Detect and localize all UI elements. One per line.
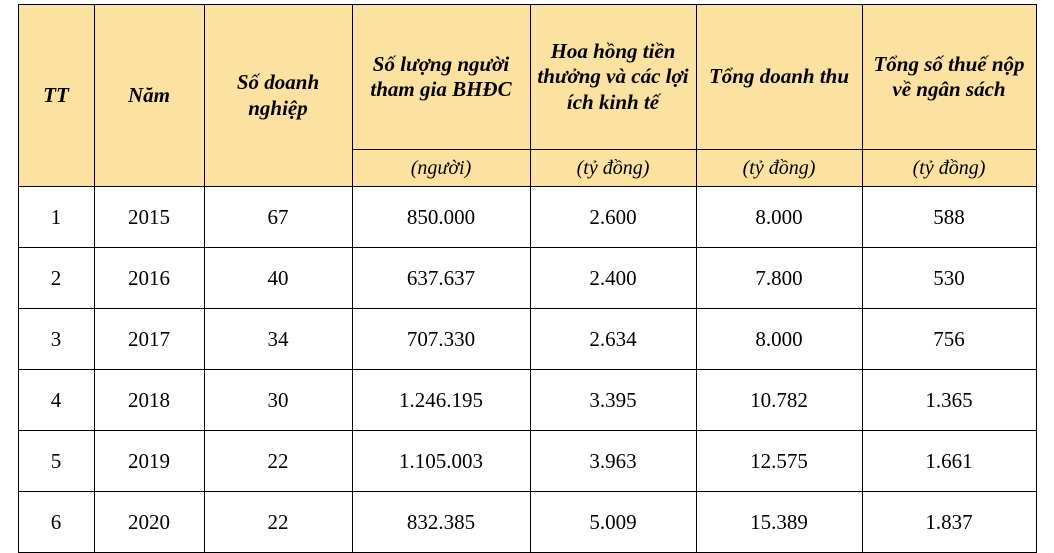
cell-tt: 1 [18, 187, 94, 248]
cell-so-luong-nguoi: 832.385 [352, 492, 530, 553]
cell-hoa-hong: 2.400 [530, 248, 696, 309]
cell-tt: 6 [18, 492, 94, 553]
cell-tong-thue: 1.661 [862, 431, 1036, 492]
table-header-row-labels [18, 5, 1036, 150]
cell-so-doanh-nghiep: 67 [204, 187, 352, 248]
column-header-so-luong-nguoi: Số lượng người tham gia BHĐC [352, 5, 530, 150]
column-header-so-doanh-nghiep: Số doanh nghiệp [204, 5, 352, 187]
table-row [18, 187, 1036, 248]
cell-nam: 2020 [94, 492, 204, 553]
cell-so-doanh-nghiep: 30 [204, 370, 352, 431]
statistics-table [18, 4, 1037, 553]
cell-tt: 2 [18, 248, 94, 309]
cell-so-doanh-nghiep: 34 [204, 309, 352, 370]
cell-tt: 4 [18, 370, 94, 431]
cell-nam: 2015 [94, 187, 204, 248]
cell-tong-doanh-thu: 7.800 [696, 248, 862, 309]
table-header [18, 5, 1036, 187]
cell-tong-thue: 756 [862, 309, 1036, 370]
cell-hoa-hong: 2.634 [530, 309, 696, 370]
cell-nam: 2018 [94, 370, 204, 431]
column-header-tt: TT [18, 5, 94, 187]
cell-so-doanh-nghiep: 22 [204, 492, 352, 553]
cell-tong-doanh-thu: 12.575 [696, 431, 862, 492]
cell-tong-doanh-thu: 8.000 [696, 309, 862, 370]
column-unit-hoa-hong: (tỷ đồng) [530, 150, 696, 187]
cell-tong-thue: 1.837 [862, 492, 1036, 553]
cell-hoa-hong: 5.009 [530, 492, 696, 553]
cell-tong-thue: 588 [862, 187, 1036, 248]
cell-tong-doanh-thu: 15.389 [696, 492, 862, 553]
cell-hoa-hong: 2.600 [530, 187, 696, 248]
cell-tt: 5 [18, 431, 94, 492]
cell-so-doanh-nghiep: 40 [204, 248, 352, 309]
column-unit-tong-doanh-thu: (tỷ đồng) [696, 150, 862, 187]
column-unit-so-luong-nguoi: (người) [352, 150, 530, 187]
column-header-nam: Năm [94, 5, 204, 187]
cell-tong-doanh-thu: 10.782 [696, 370, 862, 431]
cell-so-luong-nguoi: 637.637 [352, 248, 530, 309]
table-row [18, 492, 1036, 553]
table-row [18, 309, 1036, 370]
cell-so-luong-nguoi: 1.246.195 [352, 370, 530, 431]
cell-so-luong-nguoi: 850.000 [352, 187, 530, 248]
table-row [18, 431, 1036, 492]
column-header-tong-thue: Tổng số thuế nộp về ngân sách [862, 5, 1036, 150]
table-row [18, 248, 1036, 309]
column-header-hoa-hong: Hoa hồng tiền thưởng và các lợi ích kinh tế [530, 5, 696, 150]
cell-so-luong-nguoi: 707.330 [352, 309, 530, 370]
cell-hoa-hong: 3.963 [530, 431, 696, 492]
cell-so-doanh-nghiep: 22 [204, 431, 352, 492]
column-unit-tong-thue: (tỷ đồng) [862, 150, 1036, 187]
cell-hoa-hong: 3.395 [530, 370, 696, 431]
cell-tong-doanh-thu: 8.000 [696, 187, 862, 248]
cell-nam: 2016 [94, 248, 204, 309]
cell-tong-thue: 1.365 [862, 370, 1036, 431]
cell-nam: 2017 [94, 309, 204, 370]
column-header-tong-doanh-thu: Tổng doanh thu [696, 5, 862, 150]
cell-tt: 3 [18, 309, 94, 370]
table-body [18, 187, 1036, 553]
cell-nam: 2019 [94, 431, 204, 492]
cell-so-luong-nguoi: 1.105.003 [352, 431, 530, 492]
table-row [18, 370, 1036, 431]
cell-tong-thue: 530 [862, 248, 1036, 309]
